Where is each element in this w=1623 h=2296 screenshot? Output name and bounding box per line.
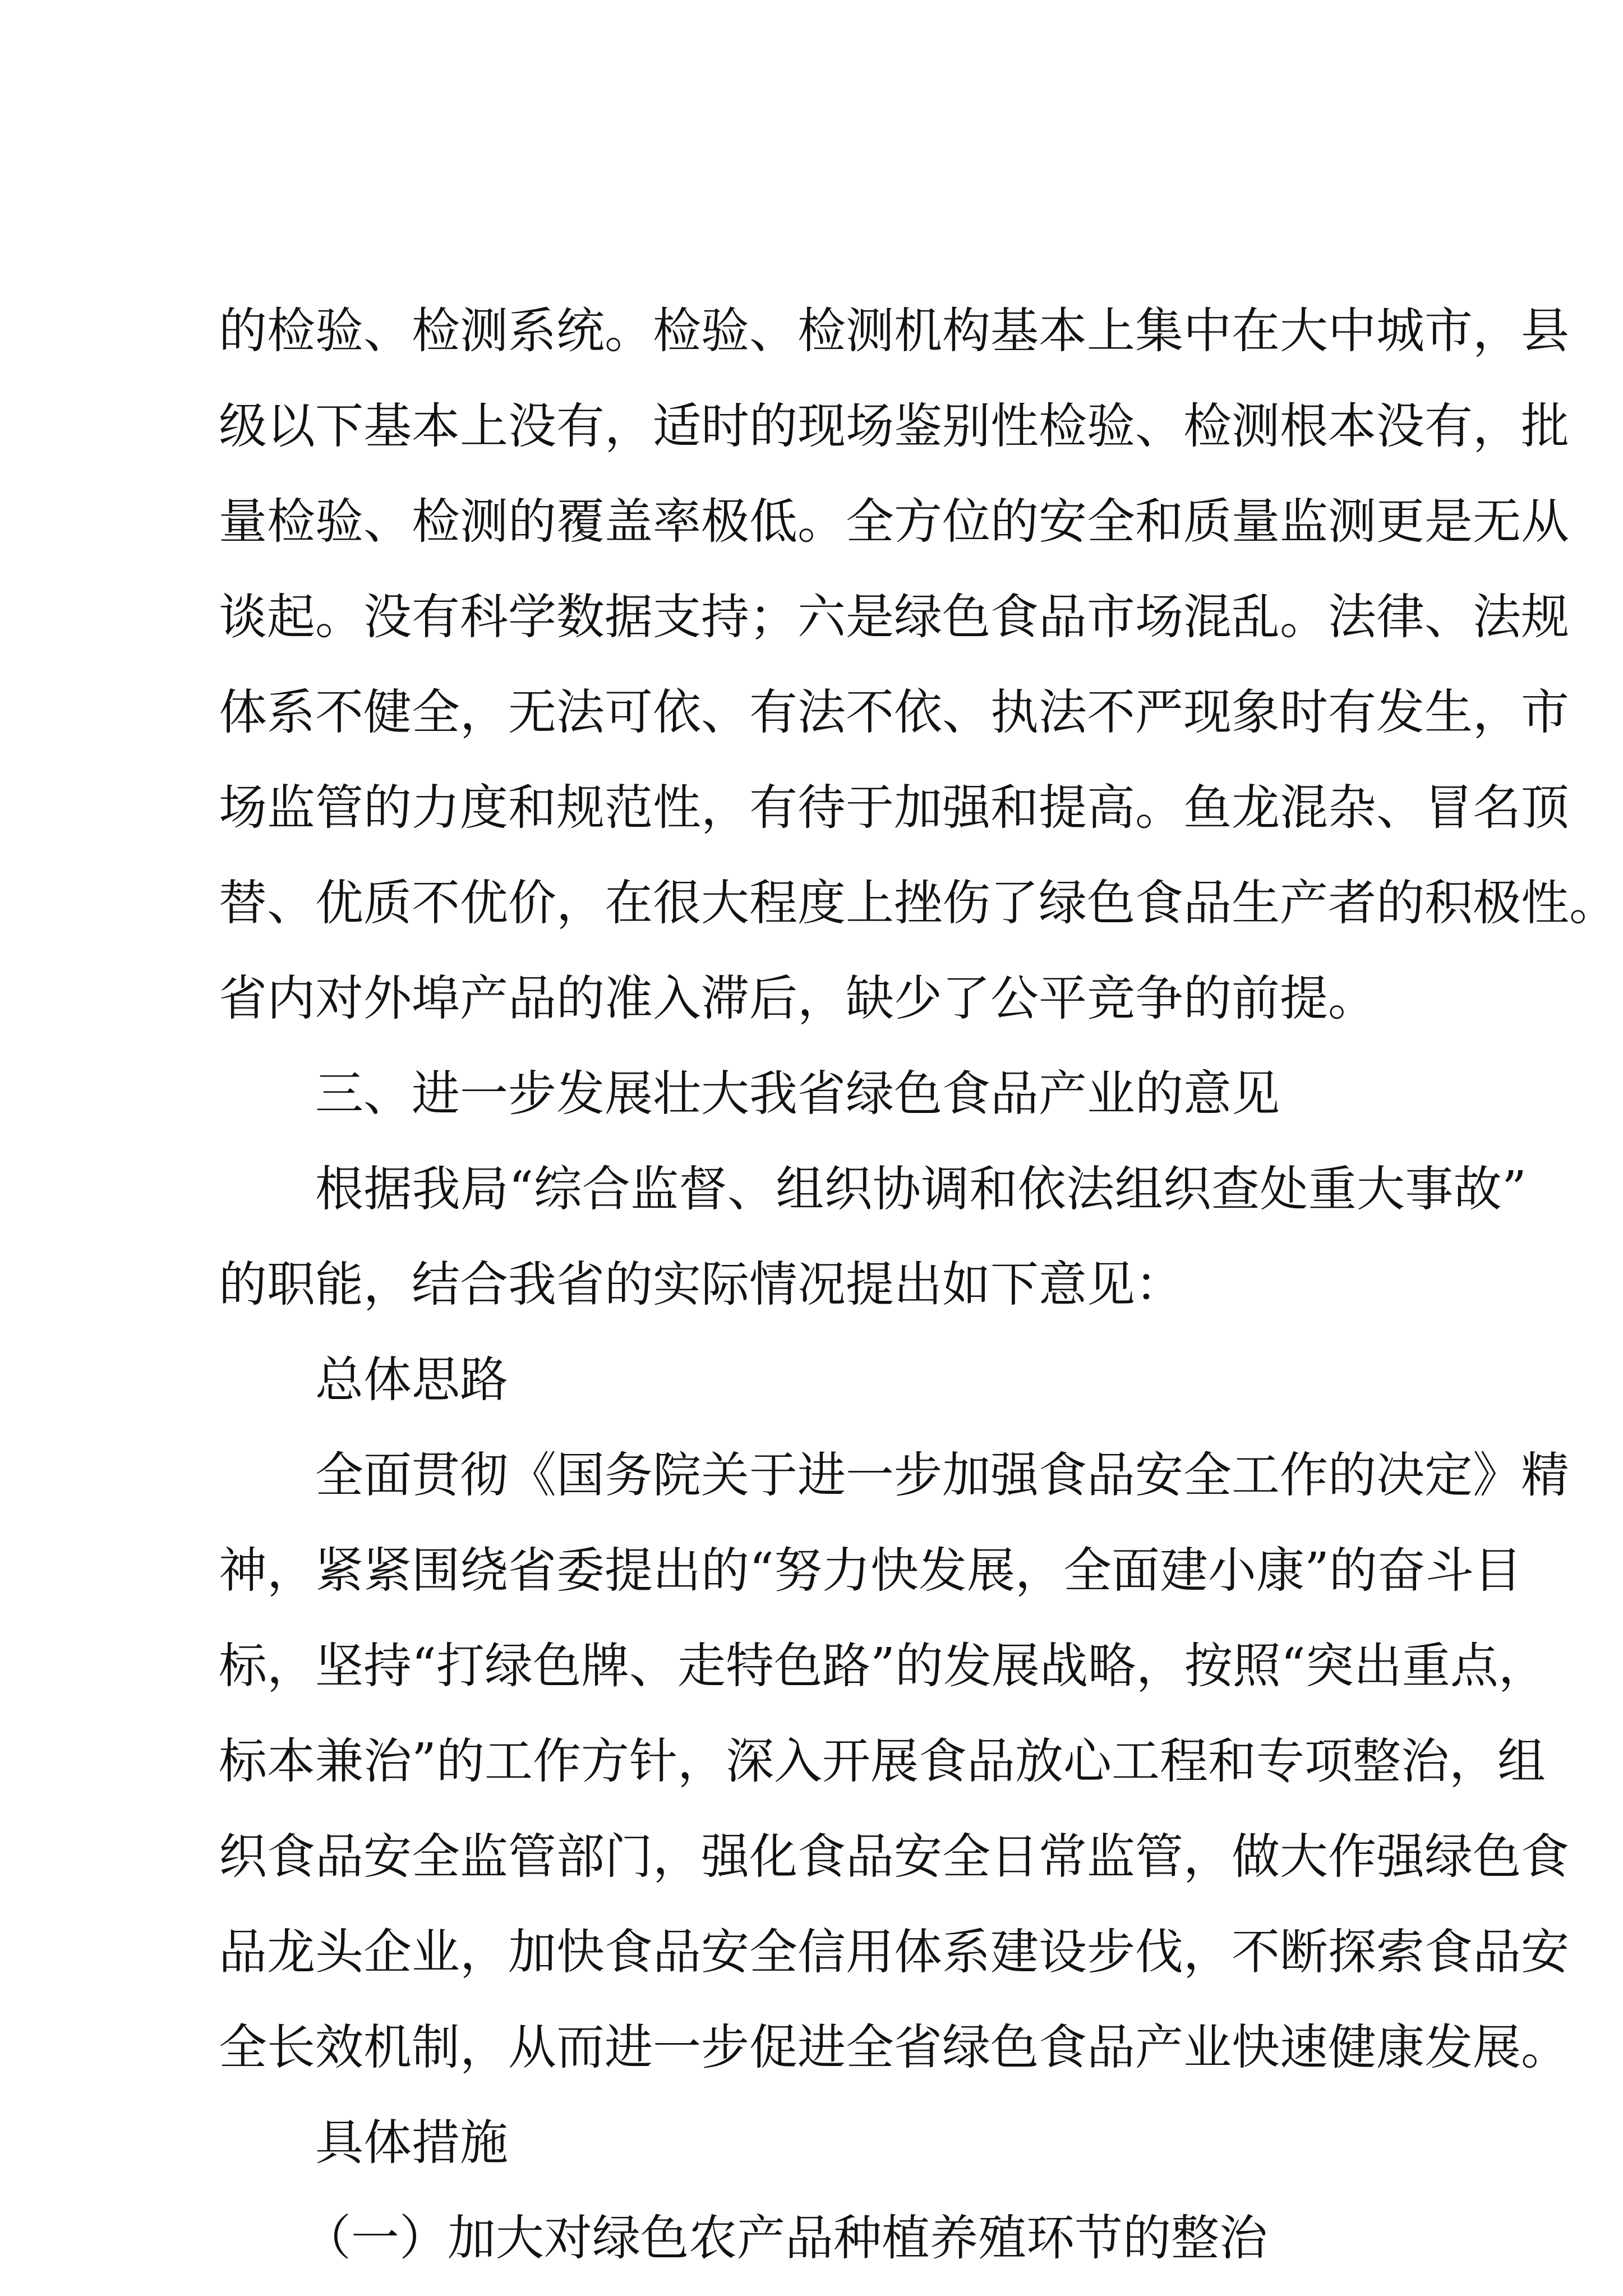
body-line: 级以下基本上没有，适时的现场鉴别性检验、检测根本没有，批	[219, 398, 1569, 454]
body-line: 体系不健全，无法可依、有法不依、执法不严现象时有发生，市	[219, 684, 1569, 740]
body-line: 省内对外埠产品的准入滞后，缺少了公平竞争的前提。	[219, 970, 1376, 1027]
body-line: 品龙头企业，加快食品安全信用体系建设步伐，不断探索食品安	[219, 1924, 1569, 1980]
section-heading: 三、进一步发展壮大我省绿色食品产业的意见	[315, 1066, 1280, 1122]
body-line: 标，坚持“打绿色牌、走特色路”的发展战略，按照“突出重点，	[219, 1638, 1547, 1694]
body-line: 织食品安全监管部门，强化食品安全日常监管，做大作强绿色食	[219, 1829, 1569, 1885]
body-line: 量检验、检测的覆盖率极低。全方位的安全和质量监测更是无从	[219, 494, 1569, 550]
body-line: 根据我局“综合监督、组织协调和依法组织查处重大事故”	[315, 1161, 1527, 1217]
body-line: 全面贯彻《国务院关于进一步加强食品安全工作的决定》精	[315, 1447, 1569, 1503]
subheading-overall-approach: 总体思路	[315, 1352, 508, 1408]
subheading-measure-1: （一）加大对绿色农产品种植养殖环节的整治	[303, 2210, 1267, 2266]
body-line: 场监管的力度和规范性，有待于加强和提高。鱼龙混杂、冒名顶	[219, 780, 1569, 836]
body-line: 神，紧紧围绕省委提出的“努力快发展，全面建小康”的奋斗目	[219, 1543, 1522, 1599]
body-line: 全长效机制，从而进一步促进全省绿色食品产业快速健康发展。	[219, 2019, 1569, 2076]
subheading-specific-measures: 具体措施	[315, 2115, 508, 2171]
body-line: 的职能，结合我省的实际情况提出如下意见：	[219, 1257, 1183, 1313]
body-line: 的检验、检测系统。检验、检测机构基本上集中在大中城市，县	[219, 303, 1569, 359]
body-line: 谈起。没有科学数据支持；六是绿色食品市场混乱。法律、法规	[219, 589, 1569, 645]
body-line: 替、优质不优价，在很大程度上挫伤了绿色食品生产者的积极性。	[219, 875, 1617, 931]
body-line: 标本兼治”的工作方针，深入开展食品放心工程和专项整治，组	[219, 1733, 1546, 1789]
